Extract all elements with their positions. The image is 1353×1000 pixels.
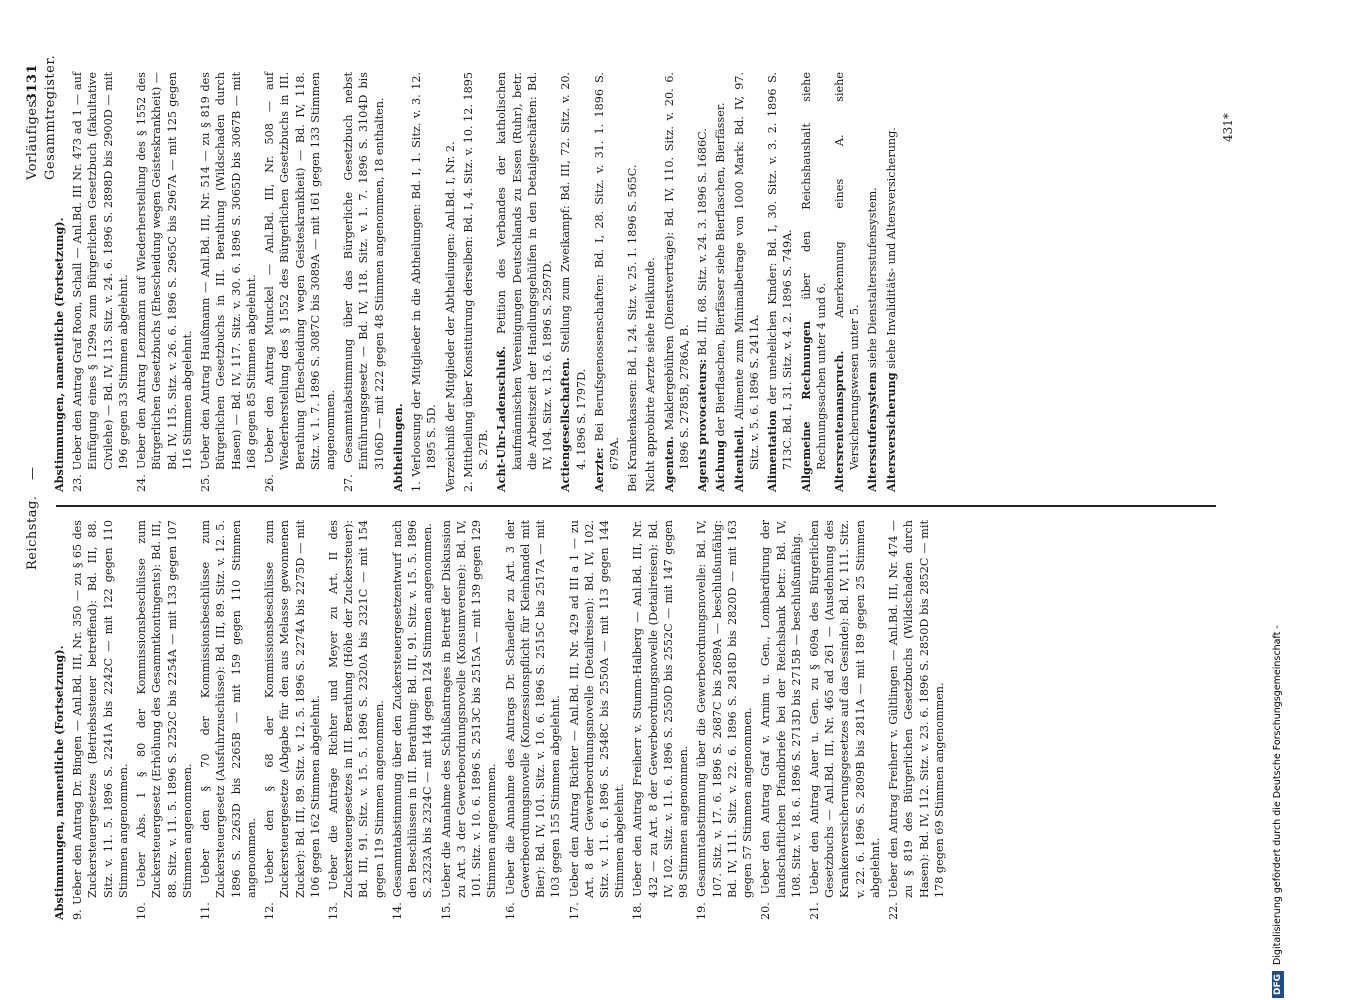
- list-item: [503, 520, 564, 920]
- list-item: [70, 72, 131, 492]
- right-column-heading: Abstimmungen, namentliche (Fortsetzung).: [52, 217, 66, 492]
- abtheilungen-heading: Abtheilungen.: [390, 403, 405, 492]
- entry-number: 25.: [199, 474, 213, 492]
- entry-text: der Bierflaschen, Bierfässer siehe Bierflaschen, Bierfässer.: [714, 102, 728, 437]
- lemma-keyword: Altersversicherung: [883, 372, 898, 492]
- header-page-number: 3131: [25, 64, 40, 103]
- index-lemma: [832, 72, 862, 492]
- lemma-keyword: Agenten.: [661, 435, 676, 492]
- entry-text: Gesammtabstimmung über den Zuckersteuergesetzentwurf nach den Beschlüssen in III. Berathung: Bd. III, 91. Sitz. v. 15. 5. 1896 S. 2323A bis 2324C — mit 144 gegen 124 Stimmen angenommen.: [390, 520, 435, 898]
- entry-text: Ueber den Antrag Graf v. Arnim u. Gen., Lombardirung der landschaftlichen Pfandbriefe bei der Reichsbank betr.: Bd. IV, 108. Sitz. v. 18. 6. 1896 S. 2713D bis 2715B — beschlußunfähig.: [759, 520, 803, 898]
- entry-text: Verzeichniß der Mitglieder der Abtheilungen: Anl.Bd. I, Nr. 2.: [443, 141, 457, 492]
- index-lemma: [865, 72, 880, 492]
- dfg-logo: DFG: [1272, 971, 1284, 998]
- list-item: [443, 72, 458, 492]
- index-lemma: [558, 72, 588, 492]
- index-lemma: [662, 72, 692, 492]
- entry-text: Alimente zum Minimalbetrage von 1000 Mark: Bd. IV, 97. Sitz. v. 5. 6. 1896 S. 2411A.: [732, 71, 761, 470]
- index-lemma: [494, 72, 555, 492]
- list-item: [198, 520, 259, 920]
- entry-number: 12.: [263, 902, 277, 920]
- entry-text: Ueber den Antrag Freiherr v. Stumm-Halberg — Anl.Bd. III, Nr. 432 — zu Art. 8 der Gewerbeordnungsnovelle (Detailreisen): Bd. IV, 102. Sitz. v. 11. 6. 1896 S. 2550D bis 2552C — mit 147 gegen 98 Stimmen angenommen.: [631, 520, 691, 898]
- digitization-credit: [1272, 625, 1285, 998]
- right-column: [52, 72, 902, 492]
- entry-text: Anerkennung eines A. siehe Versicherungswesen unter 5.: [833, 72, 862, 470]
- page-mark: 431*: [1221, 113, 1235, 142]
- entry-text: Bd. III, 68. Sitz. v. 24. 3. 1896 S. 1686C.: [696, 128, 710, 356]
- entry-text: Bei Krankenkassen: Bd. I, 24. Sitz. v. 25. 1. 1896 S. 565C.: [626, 164, 640, 492]
- list-item: [390, 520, 436, 920]
- entry-number: 15.: [439, 902, 453, 920]
- index-lemma: [732, 72, 762, 492]
- lemma-keyword: Aerzte:: [591, 447, 606, 492]
- list-item: [262, 520, 323, 920]
- entry-text: Ueber die Annahme des Antrags Dr. Schaedler zu Art. 3 der Gewerbeordnungsnovelle (Konzessionspflicht für Kleinhandel mit Bier): Bd. IV, 101. Sitz. v. 10. 6. 1896 S. 2515C bis 2517A — mit 103 gegen 155 Stimmen abgelehnt.: [503, 520, 563, 898]
- list-item: [134, 520, 195, 920]
- index-lemma: [713, 72, 728, 492]
- entry-text: Gesammtabstimmung über die Gewerbeordnungsnovelle: Bd. IV, 107. Sitz. v. 17. 6. 1896 S. 2687C bis 2689A — beschlußunfähig: Bd. IV, 111. Sitz. v. 22. 6. 1896 S. 2818D bis 2820D — mit 163 gegen 57 Stimmen angenommen.: [695, 520, 755, 898]
- entry-number: 27.: [342, 474, 356, 492]
- entry-text: Bei Berufsgenossenschaften: Bd. I, 28. Sitz. v. 31. 1. 1896 S. 679A.: [592, 72, 621, 470]
- index-lemma: [625, 72, 640, 492]
- entry-text: siehe Dienstaltersstufensystem.: [866, 187, 880, 369]
- list-item: [758, 520, 804, 920]
- entry-text: Ueber den Antrag Graf Roon, Schall — Anl.Bd. III Nr. 473 ad 1 — auf Einfügung eines § 1299a zum Bürgerlichen Gesetzbuch (fakultative Civilehe) — Bd. IV, 113. Sitz. v. 24. 6. 1896 S. 2898D bis 2900D — mit 196 gegen 33 Stimmen abgelehnt.: [71, 72, 130, 471]
- entry-number: 10.: [135, 902, 149, 920]
- list-item: [341, 72, 387, 492]
- entry-text: Maklergebühren (Dienstverträge): Bd. IV, 110. Sitz. v. 20. 6. 1896 S. 2785B, 2786A, B.: [662, 72, 691, 470]
- header-right: Vorläufiges Gesammtregister.: [25, 54, 58, 180]
- entry-text: Mittheilung über Konstituirung derselben: Bd. I, 4. Sitz. v. 10. 12. 1895 S. 27B.: [461, 72, 491, 478]
- entry-number: 19.: [695, 902, 709, 920]
- entry-text: der unehelichen Kinder: Bd. I, 30. Sitz. v. 3. 2. 1896 S. 713C. Bd. I, 31. Sitz. v. 4. 2. 1896 S. 749A.: [766, 72, 795, 470]
- list-item: [567, 520, 628, 920]
- index-lemma: [884, 72, 899, 492]
- entry-text: Ueber den Antrag Auer u. Gen. zu § 609a des Bürgerlichen Gesetzbuchs — Anl.Bd. III, Nr. 465 ad 261 — (Ausdehnung des Krankenversicherungsgesetzes auf das Gesinde): Bd. IV, 111. Sitz. v. 22. 6. 1896 S. 2809B bis 2811A — mit 189 gegen 25 Stimmen abgelehnt.: [808, 520, 882, 898]
- list-item: [461, 72, 491, 492]
- entry-text: Ueber Abs. 1 § 80 der Kommissionsbeschlüsse zum Zuckersteuergesetz (Erhöhung des Gesammtkontingents): Bd. III, 88. Sitz. v. 11. 5. 1896 S. 2252C bis 2254A — mit 133 gegen 107 Stimmen angenommen.: [135, 520, 194, 898]
- entry-number: 18.: [631, 902, 645, 920]
- entry-number: 22.: [887, 902, 901, 920]
- list-item: [439, 520, 500, 920]
- list-item: [630, 520, 691, 920]
- entry-text: Ueber den Antrag Munckel — Anl.Bd. III, Nr. 508 — auf Wiederherstellung des § 1552 des Bürgerlichen Gesetzbuchs in III. Berathung (Ehescheidung wegen Geisteskrankheit) — Bd. IV, 118. Sitz. v. 1. 7. 1896 S. 3087C bis 3089A — mit 161 gegen 133 Stimmen angenommen.: [263, 72, 337, 470]
- lemma-keyword: Altersstufensystem: [865, 371, 880, 492]
- left-column: [52, 520, 950, 920]
- entry-number: 23.: [71, 474, 85, 492]
- lemma-keyword: Aichung: [713, 440, 728, 492]
- index-lemma: [799, 72, 829, 492]
- header-left: Reichstag.: [25, 495, 40, 570]
- credit-text: Digitalisierung gefördert durch die Deutsche Forschungsgemeinschaft -: [1272, 625, 1283, 965]
- entry-number: 14.: [390, 902, 404, 920]
- entry-text: Gesammtabstimmung über das Bürgerliche Gesetzbuch nebst Einführungsgesetz — Bd. IV, 118. Sitz. v. 1. 7. 1896 S. 3104D bis 3106D — mit 222 gegen 48 Stimmen angenommen, 18 enthalten.: [342, 72, 386, 470]
- entry-text: Ueber die Anträge Richter und Meyer zu Art. II des Zuckersteuergesetzes in III. Berathung (Höhe der Zuckersteuer): Bd. III, 91. Sitz. v. 15. 5. 1896 S. 2320A bis 2321C — mit 154 gegen 119 Stimmen angenommen.: [326, 520, 386, 898]
- entry-text: Ueber die Annahme des Schlußantrages in Betreff der Diskussion zu Art. 3 der Gewerbeordnungsnovelle (Konsumvereine): Bd. IV, 101. Sitz. v. 10. 6. 1896 S. 2513C bis 2515A — mit 139 gegen 129 Stimmen angenommen.: [439, 520, 499, 899]
- lemma-keyword: Altentheil.: [731, 425, 746, 492]
- entry-text: Stellung zum Zweikampf: Bd. III, 72. Sitz. v. 20. 4. 1896 S. 1797D.: [559, 72, 588, 470]
- entry-text: Ueber den Antrag Freiherr v. Gültlingen — Anl.Bd. III, Nr. 474 — zu § 819 des Bürgerlichen Gesetzbuchs (Wildschaden durch Hasen): Bd. IV, 112. Sitz. v. 23. 6. 1896 S. 2850D bis 2852C — mit 178 gegen 69 Stimmen angenommen.: [887, 520, 946, 898]
- entry-text: Ueber den Antrag Richter — Anl.Bd. III, Nr. 429 ad III a 1 — zu Art. 8 der Gewerbeordnungsnovelle (Detailreisen): Bd. IV, 102. Sitz. v. 11. 6. 1896 S. 2548C bis 2550A — mit 113 gegen 144 Stimmen abgelehnt.: [567, 520, 627, 898]
- lemma-keyword: Alimentation: [765, 410, 780, 492]
- list-item: [886, 520, 947, 920]
- entry-text: siehe Invaliditäts- und Altersversicherung.: [884, 127, 898, 369]
- lemma-keyword: Actiengesellschaften.: [558, 357, 573, 492]
- list-item: [262, 72, 338, 492]
- running-header: [18, 54, 58, 920]
- header-dash: —: [25, 466, 40, 480]
- entry-number: 2.: [461, 481, 475, 492]
- abtheilungen-entries: [409, 72, 491, 492]
- entry-number: 1.: [410, 481, 424, 492]
- entry-number: 11.: [199, 902, 213, 920]
- list-item: [326, 520, 387, 920]
- entry-number: 9.: [71, 909, 85, 920]
- left-entries: [70, 520, 947, 920]
- lemma-keyword: Altersrentenanspruch.: [832, 350, 847, 492]
- index-lemma: [765, 72, 795, 492]
- index-lemma: [643, 72, 658, 492]
- entry-text: Ueber den § 70 der Kommissionsbeschlüsse zum Zuckersteuergesetz (Ausfuhrzuschüsse): Bd. III, 89. Sitz. v. 12. 5. 1896 S. 2263D bis 2265B — mit 159 gegen 110 Stimmen angenommen.: [199, 520, 258, 898]
- list-item: [807, 520, 883, 920]
- entry-text: Ueber den Antrag Lenzmann auf Wiederherstellung des § 1552 des Bürgerlichen Gesetzbuchs (Ehescheidung wegen Geisteskrankheit) — Bd. IV, 115. Sitz. v. 26. 6. 1896 S. 2965C bis 2967A — mit 125 gegen 116 Stimmen abgelehnt.: [135, 72, 194, 470]
- lemma-keyword: Allgemeine Rechnungen: [798, 320, 813, 492]
- entry-text: Ueber den § 68 der Kommissionsbeschlüsse zum Zuckersteuergesetze (Abgabe für den aus Melasse gewonnenen Zucker): Bd. III, 89. Sitz. v. 12. 5. 1896 S. 2274A bis 2275D — mit 106 gegen 162 Stimmen abgelehnt.: [263, 520, 322, 898]
- left-column-heading: Abstimmungen, namentliche (Fortsetzung).: [52, 645, 66, 920]
- entry-text: Ueber den Antrag Dr. Bingen — Anl.Bd. III, Nr. 350 — zu § 65 des Zuckersteuergesetzes (Betriebssteuer betreffend): Bd. III, 88. Sitz. v. 11. 5. 1896 S. 2241A bis 2242C — mit 122 gegen 110 Stimmen angenommen.: [71, 520, 130, 905]
- entry-number: 13.: [326, 902, 340, 920]
- lemma-keyword: Agents provocateurs:: [695, 358, 710, 492]
- list-item: [134, 72, 195, 492]
- entry-number: 24.: [135, 474, 149, 492]
- lemma-entries: [494, 72, 899, 492]
- entry-number: 16.: [503, 902, 517, 920]
- list-item: [70, 520, 131, 920]
- entry-number: 26.: [263, 474, 277, 492]
- entry-text: über den Reichshaushalt siehe Rechnungssachen unter 4 und 6.: [799, 72, 828, 470]
- entry-number: 21.: [808, 902, 822, 920]
- entry-number: 17.: [567, 902, 581, 920]
- column-divider: [56, 506, 1216, 508]
- entry-text: Nicht approbirte Aerzte siehe Heilkunde.: [644, 257, 658, 492]
- list-item: [694, 520, 755, 920]
- index-lemma: [695, 72, 710, 492]
- list-item: [198, 72, 259, 492]
- rotated-page: [10, 20, 1343, 1000]
- list-item: [409, 72, 439, 492]
- entry-text: Petition des Verbandes der katholischen kaufmännischen Vereinigungen Deutschlands zu Essen (Ruhr), betr. die Arbeitszeit der Handlungsgehülfen in den Detailgeschäften: Bd. IV, 104. Sitz. v. 13. 6. 1896 S. 2597D.: [495, 72, 555, 470]
- entry-text: Ueber den Antrag Haußmann — Anl.Bd. III, Nr. 514 — zu § 819 des Bürgerlichen Gesetzbuchs in III. Berathung (Wildschaden durch Hasen) — Bd. IV, 117. Sitz. v. 30. 6. 1896 S. 3065D bis 3067B — mit 168 gegen 85 Stimmen abgelehnt.: [199, 72, 258, 470]
- lemma-keyword: Acht-Uhr-Ladenschluß.: [494, 345, 509, 492]
- entry-number: 20.: [759, 902, 773, 920]
- entry-text: Verloosung der Mitglieder in die Abtheilungen: Bd. I, 1. Sitz. v. 3. 12. 1895 S. 5D.: [410, 72, 439, 477]
- right-entries: [70, 72, 387, 492]
- index-lemma: [592, 72, 622, 492]
